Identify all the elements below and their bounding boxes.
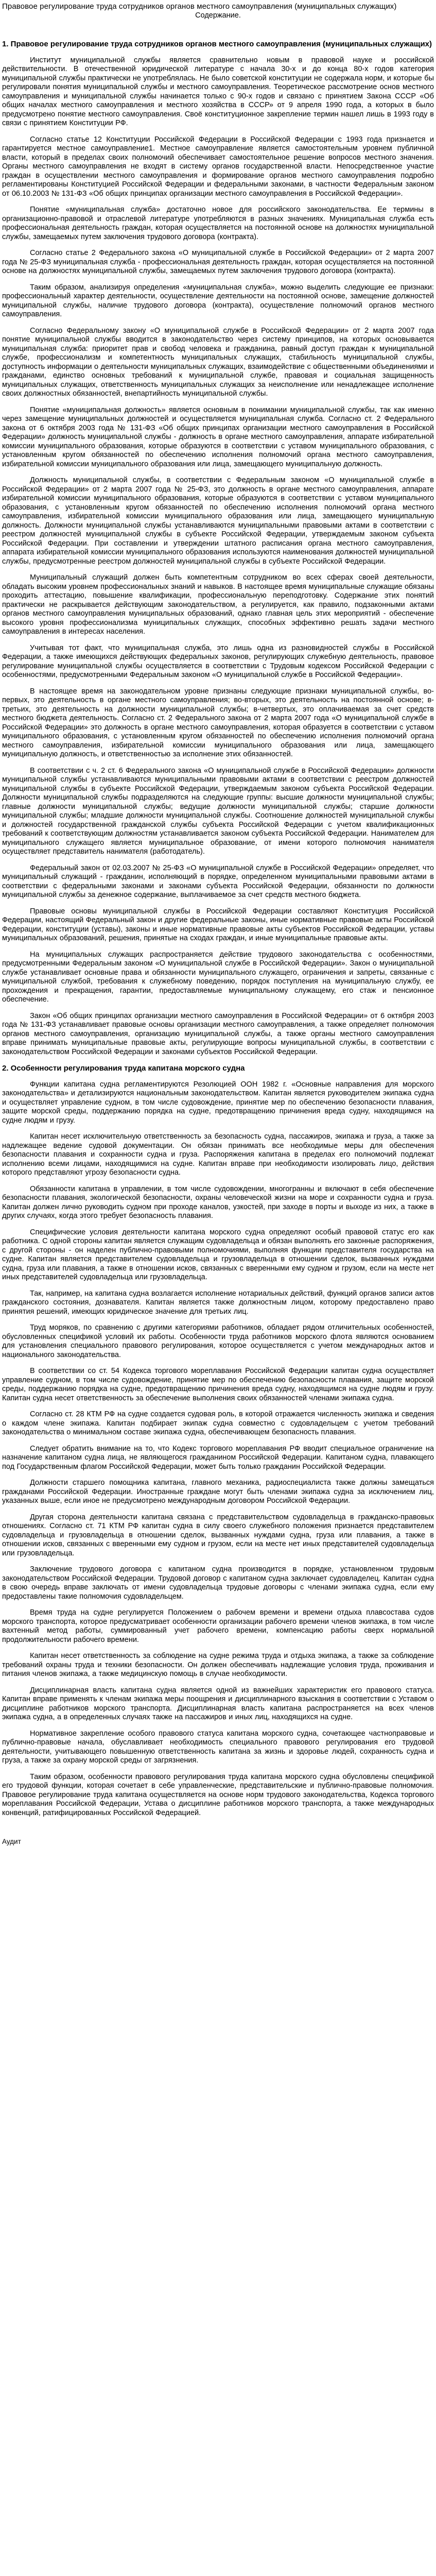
body-paragraph: Время труда на судне регулируется Положением о рабочем времени и времени отдыха плавсостава судов морского транспорта, которое предусматривает особенности организации рабочего времени членов экипажа, в том числе вахтенный метод работы, суммированный учет рабочего времени, компенсацию работы сверх нормальной продолжительности рабочего времени. <box>2 1608 434 1644</box>
body-paragraph: Так, например, на капитана судна возлагается исполнение нотариальных действий, функций органов записи актов гражданского состояния, дознавателя. Капитан является также должностным лицом, которому предоставлено право принятия решений, имеющих юридическое значение для третьих лиц. <box>2 1289 434 1316</box>
body-paragraph: Капитан несет исключительную ответственность за безопасность судна, пассажиров, экипажа и груза, а также за надлежащее ведение судовой документации. Он обязан принимать все необходимые меры для обеспечения безопасности плавания и сохранности судна и груза. Распоряжения капитана в пределах его полномочий подлежат исполнению всеми лицами, находящимися на судне. Капитан вправе при необходимости изолировать лицо, действия которого представляют угрозу безопасности судна. <box>2 1132 434 1177</box>
body-paragraph: Обязанности капитана в управлении, в том числе судовождении, многогранны и включают в себя обеспечение безопасности плавания, экологической безопасности, охраны человеческой жизни на море и сохранности судна и груза. Капитан должен лично руководить судном при проходе каналов, узкостей, при заходе в порты и выходе из них, а также в других случаях, когда этого требует безопасность плавания. <box>2 1184 434 1220</box>
body-paragraph: Федеральный закон от 02.03.2007 № 25-ФЗ «О муниципальной службе в Российской Федерации» определяет, что муниципальный служащий - гражданин, исполняющий в порядке, определенном муниципальными правовыми актами в соответствии с федеральными законами и законами субъекта Российской Федерации, обязанности по должности муниципальной службы за денежное содержание, выплачиваемое за счет средств местного бюджета. <box>2 863 434 899</box>
document-section <box>2 40 434 1057</box>
body-paragraph: Должности старшего помощника капитана, главного механика, радиоспециалиста также должны замещаться гражданами Российской Федерации. Иностранные граждане могут быть членами экипажа судна за исключением лиц, указанных выше, если иное не предусмотрено международным договором Российской Федерации. <box>2 1479 434 1505</box>
body-paragraph: Согласно статье 2 Федерального закона «О муниципальной службе в Российской Федерации» от 2 марта 2007 года № 25-ФЗ муниципальная служба - профессиональная деятельность граждан, которая осуществляется на постоянной основе на должностях муниципальной службы, замещаемых путем заключения трудового договора (контракта). <box>2 249 434 275</box>
body-paragraph: Таким образом, анализируя определения «муниципальная служба», можно выделить следующие ее признаки: профессиональный характер деятельности, осуществление деятельности на постоянной основе, замещение должностей муниципальной службы, наличие трудового договора (контракта), осуществление полномочий органов местного самоуправления. <box>2 283 434 318</box>
body-paragraph: Заключение трудового договора с капитаном судна производится в порядке, установленном трудовым законодательством Российской Федерации. Трудовой договор с капитаном судна заключает судовладелец. Капитан судна в свою очередь вправе заключать от имени судовладельца трудовые договоры с членами экипажа судна, если ему предоставлены такие полномочия судовладельцем. <box>2 1565 434 1601</box>
body-paragraph: Труд моряков, по сравнению с другими категориями работников, обладает рядом отличительных особенностей, обусловленных спецификой условий их работы. Особенности труда работников морского флота являются основанием для установления специального правового регулирования, которое осуществляется с учетом международных актов и национального законодательства. <box>2 1324 434 1359</box>
body-paragraph: В соответствии с ч. 2 ст. 6 Федерального закона «О муниципальной службе в Российской Федерации» должности муниципальной службы устанавливаются муниципальными правовыми актами в соответствии с реестром должностей муниципальной службы в субъекте Российской Федерации, утверждаемым законом субъекта Российской Федерации. Должности муниципальной службы подразделяются на следующие группы: высшие должности муниципальной службы; главные должности муниципальной службы; ведущие должности муниципальной службы; старшие должности муниципальной службы; младшие должности муниципальной службы. Соотношение должностей муниципальной службы и должностей государственной гражданской службы субъекта Российской Федерации с учетом квалификационных требований к соответствующим должностям устанавливается законом субъекта Российской Федерации. Нанимателем для муниципального служащего является муниципальное образование, от имени которого полномочия нанимателя осуществляет представитель нанимателя (работодатель). <box>2 766 434 856</box>
body-paragraph: Должность муниципальной службы, в соответствии с Федеральным законом «О муниципальной службе в Российской Федерации» от 2 марта 2007 года № 25-ФЗ, это должность в органе местного самоуправления, аппарате избирательной комиссии муниципального образования, которые образуются в соответствии с уставом муниципального образования, с установленным кругом обязанностей по обеспечению исполнения полномочий органа местного самоуправления, избирательной комиссии муниципального образования или лица, замещающего муниципальную должность. Должности муниципальной службы устанавливаются муниципальными правовыми актами в соответствии с реестром должностей муниципальной службы в субъекте Российской Федерации, утверждаемым законом субъекта Российской Федерации. При составлении и утверждении штатного расписания органа местного самоуправления, аппарата избирательной комиссии муниципального образования используются наименования должностей муниципальной службы, предусмотренные реестром должностей муниципальной службы в субъекте Российской Федерации. <box>2 476 434 566</box>
body-paragraph: Капитан несет ответственность за соблюдение на судне режима труда и отдыха экипажа, а также за соблюдение требований охраны труда и техники безопасности. Он должен обеспечивать надлежащие условия труда, проживания и питания членов экипажа, а также медицинскую помощь в случае необходимости. <box>2 1652 434 1678</box>
body-paragraph: Согласно ст. 28 КТМ РФ на судне создается судовая роль, в которой отражается численность экипажа и сведения о каждом члене экипажа. Капитан подбирает экипаж судна совместно с судовладельцем с учетом требований законодательства о минимальном составе экипажа судна, обеспечивающем безопасность плавания. <box>2 1410 434 1436</box>
body-paragraph: В настоящее время на законодательном уровне признаны следующие признаки муниципальной службы, во-первых, это деятельность в органе местного самоуправления; во-вторых, это деятельность на постоянной основе; в-третьих, это деятельность на должности муниципальной службы; в-четвертых, это оплачиваемая за счет средств местного бюджета деятельность. Согласно ст. 2 Федерального закона от 2 марта 2007 года «О муниципальной службе в Российской Федерации» это должность в органе местного самоуправления, которая образуется в соответствии с уставом муниципального образования, с установленным кругом обязанностей по обеспечению исполнения полномочий органа местного самоуправления, избирательной комиссии муниципального образования или лица, замещающего муниципальную должность, и ответственностью за исполнение этих обязанностей. <box>2 687 434 758</box>
body-paragraph: Закон «Об общих принципах организации местного самоуправления в Российской Федерации» от 6 октября 2003 года № 131-ФЗ устанавливает правовые основы организации местного самоуправления, а также определяет полномочия органов местного самоуправления, организацию муниципальной службы, а также органы местного самоуправления вправе принимать муниципальные правовые акты, регулирующие вопросы муниципальной службы, в соответствии с законодательством Российской Федерации и законами субъектов Российской Федерации. <box>2 1011 434 1056</box>
body-paragraph: Функции капитана судна регламентируются Резолюцией ООН 1982 г. «Основные направления для морского законодательства» и детализируются национальным законодательством. Капитан является руководителем экипажа судна и осуществляет управление судном, в том числе судовождение, принятие мер по обеспечению безопасности плавания, защите морской среды, поддержанию порядка на судне, предотвращению причинения вреда судну, находящимся на судне людям и грузу. <box>2 1080 434 1125</box>
body-paragraph: Институт муниципальной службы является сравнительно новым в правовой науке и российской действительности. В отечественной юридической литературе с начала 30-х и до конца 80-х годов категория муниципальной службы практически не употреблялась. Не было советской конституции не содержала норм, и которые бы регулировали понятия муниципальной службы и местного самоуправления. Теоретическое рассмотрение основ местного самоуправления и муниципальной службы начинается только с 90-х годов и связано с принятием Закона СССР «Об общих началах местного самоуправления и местного хозяйства в СССР» от 9 апреля 1990 года, а которых в было предусмотрено понятие местного самоуправления. Своё конституционное закрепление термин нашел лишь в 1993 году в связи с принятием Конституции РФ. <box>2 56 434 127</box>
body-paragraph: Муниципальный служащий должен быть компетентным сотрудником во всех сферах своей деятельности, обладать высоким уровнем профессиональных знаний и навыков. В настоящее время муниципальные служащие обязаны проходить аттестацию, повышение квалификации, профессиональную переподготовку. Содержание этих понятий практически не раскрывается действующим законодательством, а регулируется, как правило, подзаконными актами органов местного самоуправления муниципальных образований, однако главная цель этих мероприятий - обеспечение высокого уровня профессионализма муниципальных служащих, способных эффективно решать задачи местного самоуправления в интересах населения. <box>2 573 434 636</box>
body-paragraph: Правовые основы муниципальной службы в Российской Федерации составляют Конституция Российской Федерации, настоящий Федеральный закон и другие федеральные законы, иные нормативные правовые акты Российской Федерации, конституции (уставы), законы и иные нормативные правовые акты субъектов Российской Федерации, уставы муниципальных образований, решения, принятые на сходах граждан, и иные муниципальные правовые акты. <box>2 907 434 942</box>
body-paragraph: Таким образом, особенности правового регулирования труда капитана морского судна обусловлены спецификой его трудовой функции, которая сочетает в себе управленческие, представительские и публично-правовые полномочия. Правовое регулирование труда капитана осуществляется на основе норм трудового законодательства, Кодекса торгового мореплавания Российской Федерации, Устава о дисциплине работников морского транспорта, а также международных конвенций, ратифицированных Российской Федерацией. <box>2 1772 434 1817</box>
body-paragraph: На муниципальных служащих распространяется действие трудового законодательства с особенностями, предусмотренными Федеральным законом «О муниципальной службе в Российской Федерации». Закон о муниципальной службе устанавливает основные права и обязанности муниципального служащего, ограничения и запреты, связанные с муниципальной службой, требования к служебному поведению, порядок поступления на муниципальную службу, ее прохождения и прекращения, гарантии, предоставляемые муниципальному служащему, его стаж и пенсионное обеспечение. <box>2 950 434 1004</box>
body-paragraph: Понятие «муниципальная должность» является основным в понимании муниципальной службы, так как именно через замещение муниципальных должностей и осуществляется муниципальная служба. Согласно ст. 2 Федерального закона от 6 октября 2003 года № 131-ФЗ «Об общих принципах организации местного самоуправления в Российской Федерации» должность муниципальной службы - должность в органе местного самоуправления, аппарате избирательной комиссии муниципального образования, которые образуются в соответствии с уставом муниципального образования, с установленным кругом обязанностей по обеспечению исполнения полномочий органа местного самоуправления, избирательной комиссии муниципального образования или лица, замещающего муниципальную должность. <box>2 405 434 468</box>
body-paragraph: Нормативное закрепление особого правового статуса капитана морского судна, сочетающее частноправовые и публично-правовые начала, обуславливает необходимость специального правового регулирования его трудовой деятельности, учитывающего повышенную ответственность капитана за жизнь и здоровье людей, сохранность судна и груза, а также за охрану морской среды от загрязнения. <box>2 1729 434 1765</box>
body-paragraph: Учитывая тот факт, что муниципальная служба, это лишь одна из разновидностей службы в Российской Федерации, а также имеющихся действующих федеральных законов, регулирующих служебную деятельность, правовое регулирование муниципальной службы осуществляется в соответствии с Трудовым кодексом Российской Федерации с особенностями, предусмотренными Федеральным законом «О муниципальной службе в Российской Федерации». <box>2 643 434 679</box>
body-paragraph: Понятие «муниципальная служба» достаточно новое для российского законодательства. Ее термины в организационно-правовой и отраслевой литературе употребляются в разных значениях. Муниципальная служба есть профессиональная деятельность граждан, которая осуществляется на постоянной основе на должностях муниципальной службы, замещаемых путем заключения трудового договора (контракта). <box>2 206 434 241</box>
section-heading: 1. Правовое регулирование труда сотрудников органов местного самоуправления (муниципальных служащих) <box>2 40 432 48</box>
section-heading: 2. Особенности регулирования труда капитана морского судна <box>2 1064 245 1073</box>
body-paragraph: Дисциплинарная власть капитана судна является одной из важнейших характеристик его правового статуса. Капитан вправе применять к членам экипажа меры поощрения и дисциплинарного взыскания в соответствии с Уставом о дисциплине работников морского транспорта. Дисциплинарная власть капитана распространяется на всех членов экипажа судна, а в определенных случаях также на пассажиров и иных лиц, находящихся на судне. <box>2 1686 434 1721</box>
page-subtitle: Содержание. <box>195 11 241 20</box>
body-paragraph: Другая сторона деятельности капитана связана с представительством судовладельца в гражданско-правовых отношениях. Согласно ст. 71 КТМ РФ капитан судна в силу своего служебного положения признается представителем судовладельца и грузовладельца в отношении сделок, вызванных нуждами судна, груза или плавания, а также в отношении исков, связанных с вверенными ему судном и грузом, если на месте нет иных представителей судовладельца или грузовладельца. <box>2 1513 434 1557</box>
document-body <box>2 40 434 1818</box>
body-paragraph: Согласно Федеральному закону «О муниципальной службе в Российской Федерации» от 2 марта 2007 года понятие муниципальной службы вводится в законодательство через систему принципов, на которых основывается муниципальная служба: приоритет прав и свобод человека и гражданина, равный доступ граждан к муниципальной службе, профессионализм и компетентность муниципальных служащих, стабильность муниципальной службы, доступность информации о деятельности муниципальных служащих, взаимодействие с общественными объединениями и гражданами, единство основных требований к муниципальной службе, правовая и социальная защищенность муниципальных служащих, ответственность муниципальных служащих за неисполнение или ненадлежащее исполнение своих должностных обязанностей, внепартийность муниципальной службы. <box>2 326 434 398</box>
body-paragraph: Специфические условия деятельности капитана морского судна определяют особый правовой статус его как работника. С одной стороны капитан является служащим судовладельца и обязан выполнять его законные распоряжения, с другой стороны - он наделен публично-правовыми полномочиями, выполняя функции представителя государства на судне. Капитан является представителем судовладельца и грузовладельца в отношении сделок, вызванных нуждами судна, груза или плавания, а также в отношении исков, связанных с вверенными ему судном и грузом, если на месте нет иных представителей судовладельца или грузовладельца. <box>2 1228 434 1281</box>
document-section <box>2 1064 434 1818</box>
page-title: Правовое регулирование труда сотрудников органов местного самоуправления (муниципальных служащих) <box>2 2 397 11</box>
body-paragraph: Следует обратить внимание на то, что Кодекс торгового мореплавания РФ вводит специальное ограничение на назначение капитаном судна лица, не являющегося гражданином Российской Федерации. Капитаном судна, плавающего под Государственным флагом Российской Федерации, может быть только гражданин Российской Федерации. <box>2 1444 434 1471</box>
closing-text: Аудит <box>2 1838 21 1845</box>
body-paragraph: В соответствии со ст. 54 Кодекса торгового мореплавания Российской Федерации капитан судна осуществляет управление судном, в том числе судовождение, принятие мер по обеспечению безопасности плавания, защите морской среды, поддержанию порядка на судне, предотвращению причинения вреда судну, находящимся на судне людям и грузу. Капитан судна несет ответственность за обеспечение выполнения своих обязанностей членами экипажа судна. <box>2 1367 434 1402</box>
body-paragraph: Согласно статье 12 Конституции Российской Федерации в Российской Федерации с 1993 года признается и гарантируется местное самоуправление1. Местное самоуправление является самостоятельным уровнем публичной власти, который в пределах своих полномочий обеспечивает самостоятельное решение вопросов местного значения. Органы местного самоуправления не входят в систему органов государственной власти. Непосредственное участие граждан в осуществлении местного самоуправления и формирование органов местного самоуправления подробно регламентированы Конституцией Российской Федерации и федеральными законами, в частности Федеральным законом от 06.10.2003 № 131-ФЗ «Об общих принципах организации местного самоуправления в Российской Федерации». <box>2 135 434 198</box>
